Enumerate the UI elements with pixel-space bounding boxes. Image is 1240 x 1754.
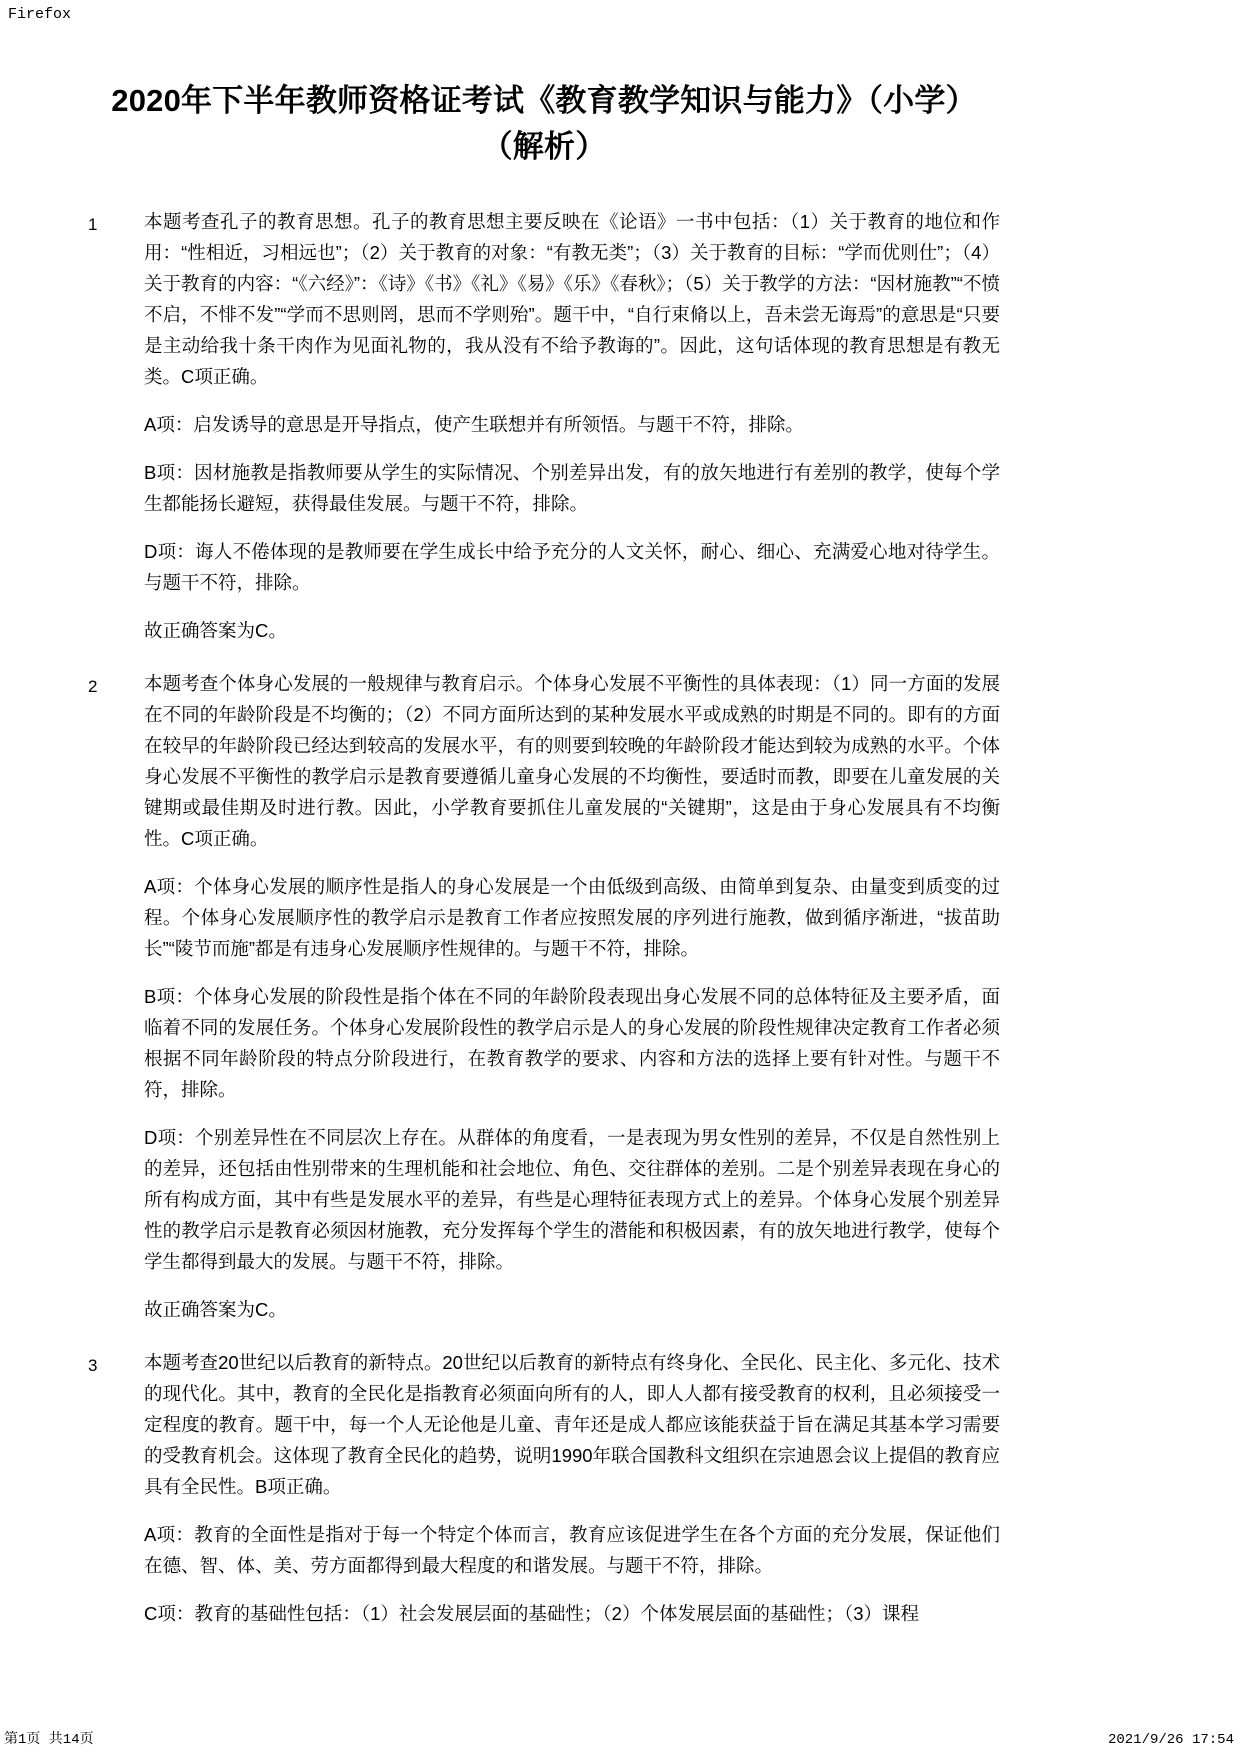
option-b-paragraph: B项：个体身心发展的阶段性是指个体在不同的年龄阶段表现出身心发展不同的总体特征及主要矛盾，面临着不同的发展任务。个体身心发展阶段性的教学启示是人的身心发展的阶段性规律决定教育工作者必须根据不同年龄阶段的特点分阶段进行，在教育教学的要求、内容和方法的选择上要有针对性。与题干不符，排除。 [144,986,1000,1100]
explanation-paragraph: 本题考查20世纪以后教育的新特点。20世纪以后教育的新特点有终身化、全民化、民主化、多元化、技术的现代化。其中，教育的全民化是指教育必须面向所有的人，即人人都有接受教育的权利，且必须接受一定程度的教育。题干中，每一个人无论他是儿童、青年还是成人都应该能获益于旨在满足其基本学习需要的受教育机会。这体现了教育全民化的趋势，说明1990年联合国教科文组织在宗迪恩会议上提倡的教育应具有全民性。B项正确。 [144,1352,1000,1497]
correct-answer-paragraph: 故正确答案为C。 [144,1299,287,1320]
question-block-2 [88,668,1000,1325]
page-number-label: 第1页 共14页 [4,1732,94,1748]
question-number-3: 3 [88,1356,98,1375]
option-d-paragraph: D项：个别差异性在不同层次上存在。从群体的角度看，一是表现为男女性别的差异，不仅是自然性别上的差异，还包括由性别带来的生理机能和社会地位、角色、交往群体的差别。二是个别差异表现在身心的所有构成方面，其中有些是发展水平的差异，有些是心理特征表现方式上的差异。个体身心发展个别差异性的教学启示是教育必须因材施教，充分发挥每个学生的潜能和积极因素，有的放矢地进行教学，使每个学生都得到最大的发展。与题干不符，排除。 [144,1127,1000,1272]
explanation-paragraph: 本题考查个体身心发展的一般规律与教育启示。个体身心发展不平衡性的具体表现：（1）同一方面的发展在不同的年龄阶段是不均衡的；（2）不同方面所达到的某种发展水平或成熟的时期是不同的。即有的方面在较早的年龄阶段已经达到较高的发展水平，有的则要到较晚的年龄阶段才能达到较为成熟的水平。个体身心发展不平衡性的教学启示是教育要遵循儿童身心发展的不均衡性，要适时而教，即要在儿童发展的关键期或最佳期及时进行教。因此，小学教育要抓住儿童发展的“关键期”，这是由于身心发展具有不均衡性。C项正确。 [144,673,1000,849]
document-title: 2020年下半年教师资格证考试《教育教学知识与能力》（小学）（解析） [111,83,977,164]
question-body-2 [144,668,1000,1325]
print-timestamp-label: 2021/9/26 17:54 [1107,1732,1234,1748]
option-b-paragraph: B项：因材施教是指教师要从学生的实际情况、个别差异出发，有的放矢地进行有差别的教学，使每个学生都能扬长避短，获得最佳发展。与题干不符，排除。 [144,462,1000,514]
question-block-3 [88,1347,1000,1629]
correct-answer-paragraph: 故正确答案为C。 [144,620,287,641]
document-content [88,78,1000,1637]
question-body-3 [144,1347,1000,1629]
question-spacer [88,654,1000,668]
option-a-paragraph: A项：教育的全面性是指对于每一个特定个体而言，教育应该促进学生在各个方面的充分发展，保证他们在德、智、体、美、劳方面都得到最大程度的和谐发展。与题干不符，排除。 [144,1524,1000,1576]
option-c-paragraph: C项：教育的基础性包括：（1）社会发展层面的基础性；（2）个体发展层面的基础性；（3）课程 [144,1603,919,1624]
page-footer [0,1728,1240,1748]
question-spacer [88,1333,1000,1347]
option-d-paragraph: D项：诲人不倦体现的是教师要在学生成长中给予充分的人文关怀，耐心、细心、充满爱心地对待学生。与题干不符，排除。 [144,541,1000,593]
option-a-paragraph: A项：启发诱导的意思是开导指点，使产生联想并有所领悟。与题干不符，排除。 [144,414,804,435]
question-number-1: 1 [88,215,98,234]
question-body-1 [144,206,1000,646]
browser-app-name-label: Firefox [8,6,72,23]
option-a-paragraph: A项：个体身心发展的顺序性是指人的身心发展是一个由低级到高级、由简单到复杂、由量变到质变的过程。个体身心发展顺序性的教学启示是教育工作者应按照发展的序列进行施教，做到循序渐进，“拔苗助长”“陵节而施”都是有违身心发展顺序性规律的。与题干不符，排除。 [144,876,1000,959]
question-block-1 [88,206,1000,646]
explanation-paragraph: 本题考查孔子的教育思想。孔子的教育思想主要反映在《论语》一书中包括：（1）关于教育的地位和作用：“性相近，习相远也”；（2）关于教育的对象：“有教无类”；（3）关于教育的目标：“学而优则仕”；（4）关于教育的内容：“《六经》”：《诗》《书》《礼》《易》《乐》《春秋》；（5）关于教学的方法：“因材施教”“不愤不启，不悱不发”“学而不思则罔，思而不学则殆”。题干中，“自行束脩以上，吾未尝无诲焉”的意思是“只要是主动给我十条干肉作为见面礼物的，我从没有不给予教诲的”。因此，这句话体现的教育思想是有教无类。C项正确。 [144,211,1000,387]
question-number-2: 2 [88,677,98,696]
